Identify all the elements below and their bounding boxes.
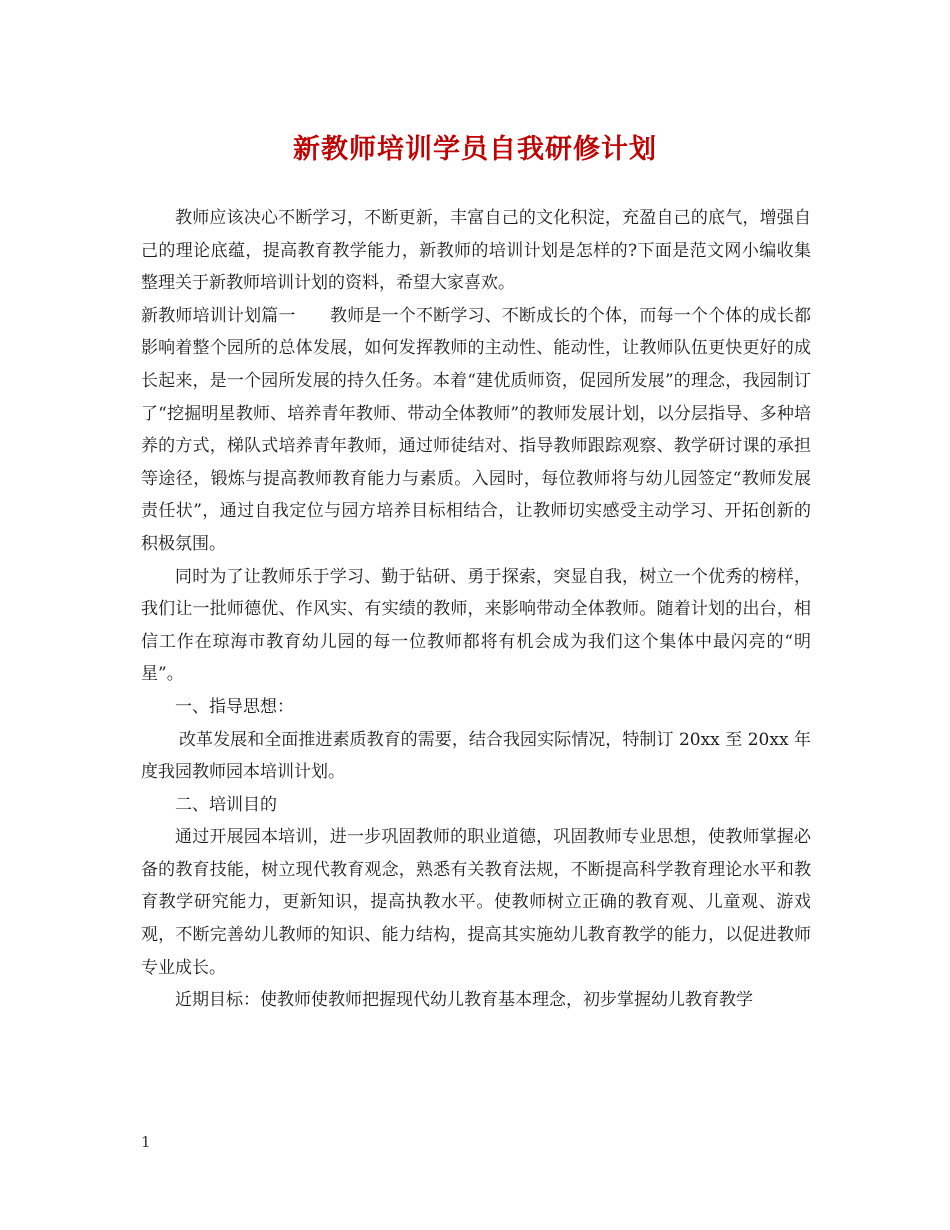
heading-training-purpose: 二、培训目的	[175, 794, 277, 815]
paragraph-guiding-ideology: 改革发展和全面推进素质教育的需要，结合我园实际情况，特制订 20xx 至 20xx 年度我园教师园本培训计划。	[141, 729, 811, 783]
heading-guiding-ideology: 一、指导思想：	[175, 696, 294, 717]
paragraph-training-purpose: 通过开展园本培训，进一步巩固教师的职业道德，巩固教师专业思想，使教师掌握必备的教育技能，树立现代教育观念，熟悉有关教育法规，不断提高科学教育理论水平和教育教学研究能力，更新知识，提高执教水平。使教师树立正确的教育观、儿童观、游戏观，不断完善幼儿教师的知识、能力结构，提高其实施幼儿教育教学的能力，以促进教师专业成长。	[141, 827, 811, 978]
paragraph-near-term-goal: 近期目标：使教师使教师把握现代幼儿教育基本理念，初步掌握幼儿教育教学	[175, 990, 753, 1011]
paragraph-intro: 教师应该决心不断学习，不断更新，丰富自己的文化积淀，充盈自己的底气，增强自己的理论底蕴，提高教育教学能力，新教师的培训计划是怎样的?下面是范文网小编收集整理关于新教师培训计划的资料，希望大家喜欢。	[141, 208, 811, 294]
page-number: 1	[141, 1133, 151, 1151]
paragraph-plan-one: 新教师培训计划篇一 教师是一个不断学习、不断成长的个体，而每一个个体的成长都影响着整个园所的总体发展，如何发挥教师的主动性、能动性，让教师队伍更快更好的成长起来，是一个园所发展的持久任务。本着“建优质师资，促园所发展”的理念，我园制订了“挖掘明星教师、培养青年教师、带动全体教师”的教师发展计划，以分层指导、多种培养的方式，梯队式培养青年教师，通过师徒结对、指导教师跟踪观察、教学研讨课的承担等途径，锻炼与提高教师教育能力与素质。入园时，每位教师将与幼儿园签定“教师发展责任状”，通过自我定位与园方培养目标相结合，让教师切实感受主动学习、开拓创新的积极氛围。	[141, 305, 811, 554]
document-title: 新教师培训学员自我研修计划	[293, 134, 657, 165]
document-body	[141, 202, 811, 1017]
paragraph-star-teacher: 同时为了让教师乐于学习、勤于钻研、勇于探索，突显自我，树立一个优秀的榜样，我们让一批师德优、作风实、有实绩的教师，来影响带动全体教师。随着计划的出台，相信工作在琼海市教育幼儿园的每一位教师都将有机会成为我们这个集体中最闪亮的“明星”。	[141, 566, 811, 685]
